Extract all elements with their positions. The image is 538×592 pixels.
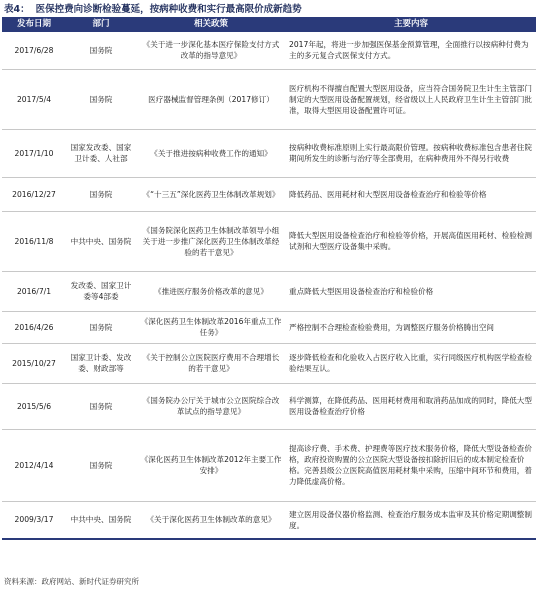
cell-content: 医疗机构不得擅自配置大型医用设备，应当符合国务院卫生计生主管部门制定的大型医用设备配置规划，经省级以上人民政府卫生计生主管部门批准，取得大型医用设备配置许可证。 xyxy=(286,69,536,129)
cell-date: 2017/1/10 xyxy=(2,129,66,177)
cell-policy: 《关于深化医药卫生体制改革的意见》 xyxy=(136,501,286,539)
cell-content: 提高诊疗费、手术费、护理费等医疗技术服务价格，降低大型设备检查价格，政府投资购置的公立医院大型设备按扣除折旧后的成本制定检查价格。完善县级公立医院高值医用耗材集中采购，压缩中间环节和费用，着力降低虚高价格。 xyxy=(286,429,536,501)
cell-content: 重点降低大型医用设备检查治疗和检验价格 xyxy=(286,271,536,311)
cell-content: 降低药品、医用耗材和大型医用设备检查治疗和检验等价格 xyxy=(286,177,536,211)
cell-date: 2016/12/27 xyxy=(2,177,66,211)
cell-department: 国务院 xyxy=(66,69,136,129)
cell-department: 国务院 xyxy=(66,311,136,343)
cell-department: 发改委、国家卫计委等4部委 xyxy=(66,271,136,311)
cell-date: 2016/7/1 xyxy=(2,271,66,311)
cell-content: 建立医用设备仪器价格监测、检查治疗服务成本监审及其价格定期调整制度。 xyxy=(286,501,536,539)
cell-department: 国务院 xyxy=(66,383,136,429)
cell-department: 国家卫计委、发改委、财政部等 xyxy=(66,343,136,383)
cell-policy: 《深化医药卫生体制改革2012年主要工作安排》 xyxy=(136,429,286,501)
cell-content: 逐步降低检查和化验收入占医疗收入比重，实行同级医疗机构医学检查检验结果互认。 xyxy=(286,343,536,383)
header-department: 部门 xyxy=(92,19,110,29)
header-content: 主要内容 xyxy=(393,19,428,29)
cell-date: 2016/4/26 xyxy=(2,311,66,343)
cell-department: 中共中央、国务院 xyxy=(66,211,136,271)
cell-date: 2016/11/8 xyxy=(2,211,66,271)
source-note: 资料来源：政府网站、新时代证券研究所 xyxy=(4,577,139,586)
cell-policy: 《国务院深化医药卫生体制改革领导小组关于进一步推广深化医药卫生体制改革经验的若干意见》 xyxy=(136,211,286,271)
cell-policy: 《关于推进按病种收费工作的通知》 xyxy=(136,129,286,177)
table-row xyxy=(2,69,536,129)
cell-department: 中共中央、国务院 xyxy=(66,501,136,539)
cell-department: 国家发改委、国家卫计委、人社部 xyxy=(66,129,136,177)
header-policy: 相关政策 xyxy=(193,19,228,29)
cell-date: 2017/6/28 xyxy=(2,32,66,69)
table-row xyxy=(2,211,536,271)
caption-number: 表4： xyxy=(4,4,30,15)
cell-policy: 医疗器械监督管理条例（2017修订） xyxy=(136,69,286,129)
cell-date: 2017/5/4 xyxy=(2,69,66,129)
cell-content: 科学测算，在降低药品、医用耗材费用和取消药品加成的同时，降低大型医用设备检查治疗价格 xyxy=(286,383,536,429)
table-row xyxy=(2,32,536,69)
cell-department: 国务院 xyxy=(66,32,136,69)
table-row xyxy=(2,271,536,311)
table-row xyxy=(2,343,536,383)
cell-policy: 《深化医药卫生体制改革2016年重点工作任务》 xyxy=(136,311,286,343)
cell-content: 按病种收费标准原则上实行最高限价管理。按病种收费标准包含患者住院期间所发生的诊断与治疗等全部费用，在病种费用外不得另行收费 xyxy=(286,129,536,177)
cell-date: 2009/3/17 xyxy=(2,501,66,539)
cell-content: 降低大型医用设备检查治疗和检验等价格，开展高值医用耗材、检验检测试剂和大型医疗设备集中采购。 xyxy=(286,211,536,271)
cell-content: 2017年起，将进一步加强医保基金预算管理，全面推行以按病种付费为主的多元复合式医保支付方式。 xyxy=(286,32,536,69)
table-header-row xyxy=(2,17,536,32)
table-row xyxy=(2,429,536,501)
cell-policy: 《关于进一步深化基本医疗保险支付方式改革的指导意见》 xyxy=(136,32,286,69)
table-row xyxy=(2,383,536,429)
cell-policy: 《关于控制公立医院医疗费用不合理增长的若干意见》 xyxy=(136,343,286,383)
caption-title: 医保控费向诊断检验蔓延，按病种收费和实行最高限价成新趋势 xyxy=(35,4,302,15)
cell-date: 2012/4/14 xyxy=(2,429,66,501)
header-date: 发布日期 xyxy=(16,19,51,29)
cell-date: 2015/5/6 xyxy=(2,383,66,429)
cell-content: 严格控制不合理检查检验费用，为调整医疗服务价格腾出空间 xyxy=(286,311,536,343)
table-row xyxy=(2,311,536,343)
table-row xyxy=(2,177,536,211)
cell-policy: 《推进医疗服务价格改革的意见》 xyxy=(136,271,286,311)
table-caption xyxy=(4,2,534,17)
cell-date: 2015/10/27 xyxy=(2,343,66,383)
policy-table xyxy=(2,17,536,540)
table-row xyxy=(2,501,536,539)
table-row xyxy=(2,129,536,177)
cell-department: 国务院 xyxy=(66,429,136,501)
cell-policy: 《“十三五”深化医药卫生体制改革规划》 xyxy=(136,177,286,211)
cell-department: 国务院 xyxy=(66,177,136,211)
cell-policy: 《国务院办公厅关于城市公立医院综合改革试点的指导意见》 xyxy=(136,383,286,429)
